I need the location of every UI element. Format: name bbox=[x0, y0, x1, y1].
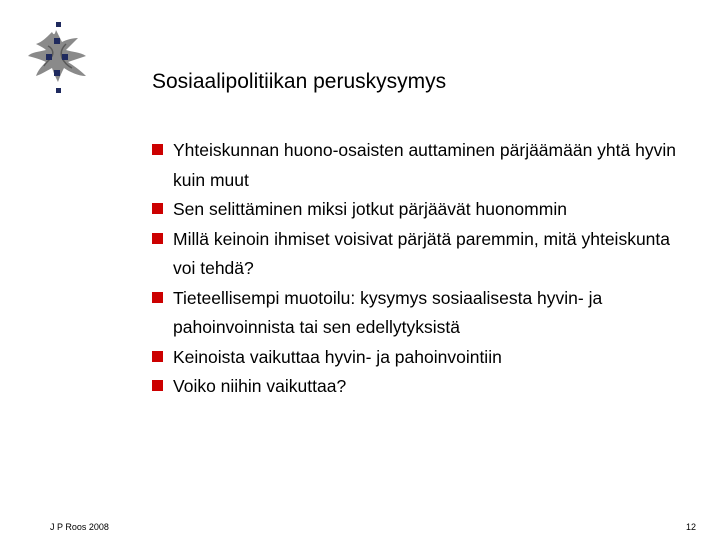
bullet-text: Keinoista vaikuttaa hyvin- ja pahoinvointiin bbox=[173, 346, 502, 367]
slide-title: Sosiaalipolitiikan peruskysymys bbox=[152, 70, 447, 93]
bullet-item bbox=[152, 372, 682, 402]
bullet-list bbox=[152, 136, 682, 402]
bullet-square-icon bbox=[152, 144, 163, 155]
bullet-text: Millä keinoin ihmiset voisivat pärjätä paremmin, mitä yhteiskunta voi tehdä? bbox=[173, 228, 671, 278]
bullet-item bbox=[152, 225, 682, 284]
bullet-square-icon bbox=[152, 351, 163, 362]
bullet-square-icon bbox=[152, 233, 163, 244]
page-number: 12 bbox=[685, 522, 696, 532]
bullet-text: Yhteiskunnan huono-osaisten auttaminen pärjäämään yhtä hyvin kuin muut bbox=[173, 140, 676, 190]
bullet-text: Voiko niihin vaikuttaa? bbox=[173, 376, 347, 396]
university-logo-icon bbox=[22, 22, 92, 96]
bullet-square-icon bbox=[152, 203, 163, 214]
bullet-item bbox=[152, 136, 682, 195]
bullet-text: Sen selittäminen miksi jotkut pärjäävät huonommin bbox=[173, 199, 567, 219]
bullet-square-icon bbox=[152, 380, 163, 391]
footer-author: J P Roos 2008 bbox=[50, 522, 109, 532]
bullet-item bbox=[152, 195, 682, 225]
bullet-item bbox=[152, 284, 682, 343]
bullet-square-icon bbox=[152, 292, 163, 303]
bullet-text: Tieteellisempi muotoilu: kysymys sosiaalisesta hyvin- ja pahoinvoinnista tai sen edellytyksistä bbox=[173, 287, 603, 337]
bullet-item bbox=[152, 343, 682, 373]
